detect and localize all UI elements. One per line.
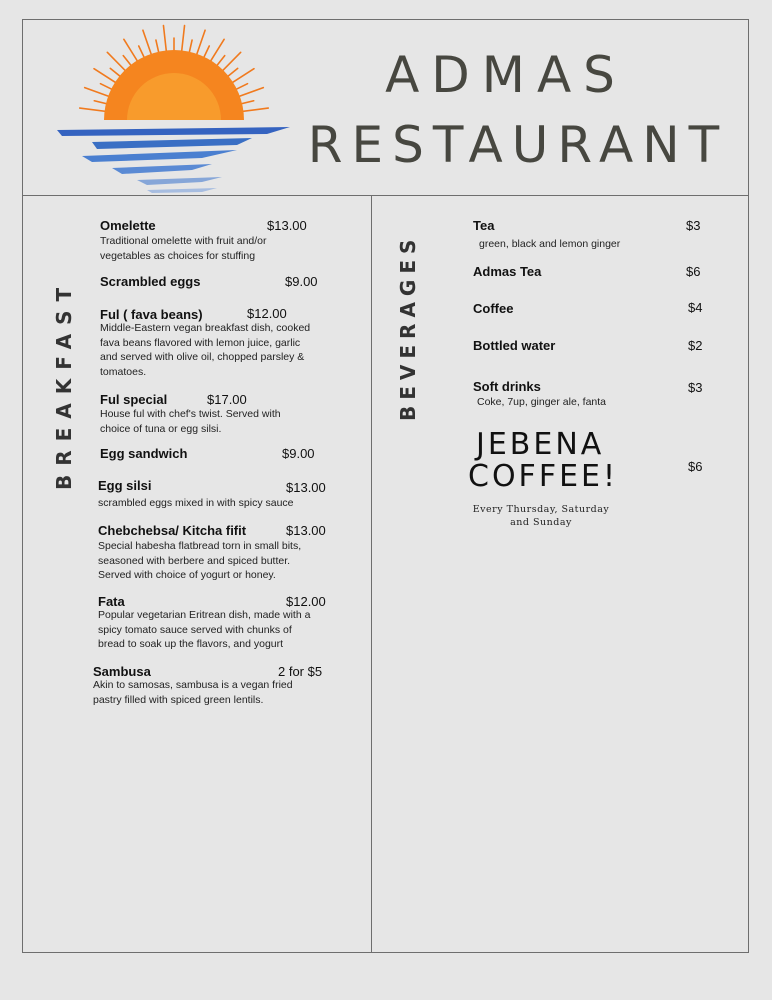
breakfast-item-name: Chebchebsa/ Kitcha fifit [98,523,247,538]
breakfast-item-name: Fata [98,594,125,609]
beverage-item-name: Bottled water [473,338,556,353]
breakfast-item-name: Ful special [100,392,168,407]
beverage-item-name: Tea [473,218,495,233]
beverage-item-name: Soft drinks [473,379,541,394]
restaurant-title-line2: RESTAURANT [307,116,729,174]
jebena-coffee-price: $6 [688,459,703,474]
breakfast-item-name: Sambusa [93,664,151,679]
beverage-item-price: $2 [688,338,703,353]
breakfast-item-desc: House ful with chef's twist. Served with choice of tuna or egg silsi. [100,408,281,435]
breakfast-item-name: Egg sandwich [100,446,188,461]
beverage-item-name: Admas Tea [473,264,542,279]
breakfast-item-price: $12.00 [286,594,326,609]
restaurant-title-line1: ADMAS [385,46,627,104]
beverage-item-desc: green, black and lemon ginger [479,238,621,250]
column-divider [371,195,372,953]
beverage-item-desc: Coke, 7up, ginger ale, fanta [477,396,607,408]
breakfast-item-desc: scrambled eggs mixed in with spicy sauce [98,497,294,509]
breakfast-item-name: Ful ( fava beans) [100,307,203,322]
section-label-breakfast: BREAKFAST [52,278,76,490]
beverage-item-name: Coffee [473,301,514,316]
breakfast-item-desc: Popular vegetarian Eritrean dish, made with a spicy tomato sauce served with chunks of bread to soak up the flavors, and yogurt [98,609,311,650]
breakfast-item-price: $13.00 [286,523,326,538]
breakfast-item-price: 2 for $5 [278,664,323,679]
breakfast-item-price: $13.00 [286,480,326,495]
beverage-item-price: $6 [686,264,701,279]
breakfast-item-name: Omelette [100,218,156,233]
breakfast-item-price: $9.00 [282,446,315,461]
breakfast-item-price: $9.00 [285,274,318,289]
breakfast-item-desc: Akin to samosas, sambusa is a vegan fried pastry filled with spiced green lentils. [93,679,293,706]
beverage-item-price: $3 [688,380,703,395]
breakfast-item-name: Egg silsi [98,478,152,493]
breakfast-item-price: $12.00 [247,306,287,321]
breakfast-item-price: $17.00 [207,392,247,407]
beverage-item-price: $4 [688,300,703,315]
breakfast-item-name: Scrambled eggs [100,274,201,289]
beverage-item-price: $3 [686,218,701,233]
jebena-coffee-schedule: Every Thursday, Saturday and Sunday [472,504,610,528]
breakfast-item-desc: Traditional omelette with fruit and/or vegetables as choices for stuffing [100,235,267,262]
breakfast-item-price: $13.00 [267,218,307,233]
sunrise-logo-icon [52,22,292,197]
jebena-coffee-heading-line1: JEBENA [476,427,605,462]
section-label-beverages: BEVERAGES [396,233,420,421]
breakfast-item-desc: Middle-Eastern vegan breakfast dish, cooked fava beans flavored with lemon juice, garlic and served with olive oil, chopped parsley & tomatoes. [100,322,311,378]
jebena-coffee-heading-line2: COFFEE! [468,459,619,494]
breakfast-item-desc: Special habesha flatbread torn in small bits, seasoned with berbere and spiced butter. Served with choice of yogurt or honey. [98,540,302,581]
